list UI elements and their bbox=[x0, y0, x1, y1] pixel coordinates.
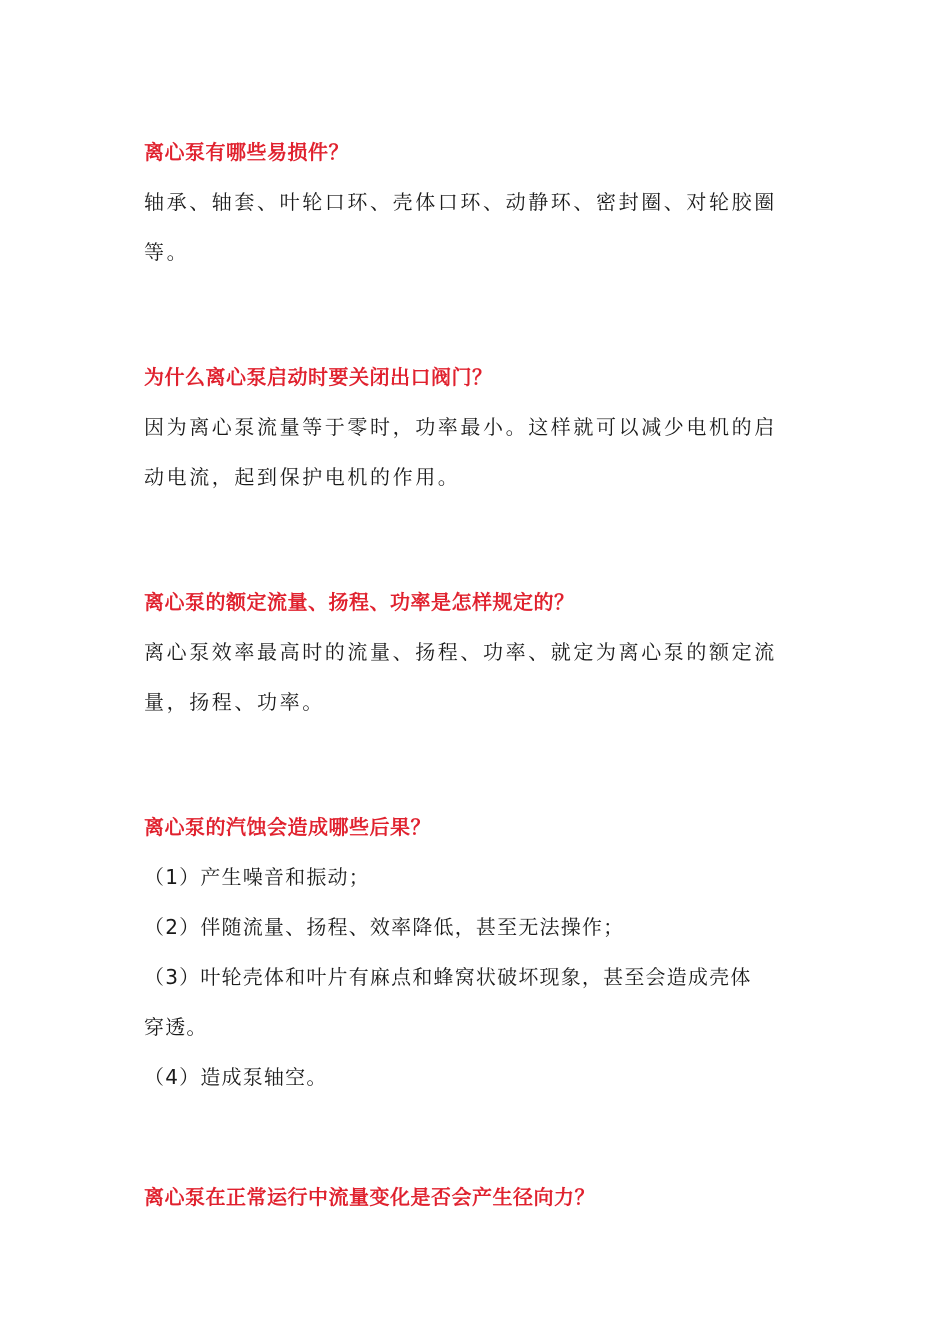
answer-line: 动电流，起到保护电机的作用。 bbox=[144, 465, 461, 489]
answer-list-item: （2）伴随流量、扬程、效率降低，甚至无法操作； bbox=[144, 915, 625, 939]
answer-list-item: （3）叶轮壳体和叶片有麻点和蜂窝状破坏现象，甚至会造成壳体 bbox=[144, 965, 752, 989]
answer-list-item: （4）造成泵轴空。 bbox=[144, 1065, 328, 1089]
answer-line: 因为离心泵流量等于零时，功率最小。这样就可以减少电机的启 bbox=[144, 415, 777, 439]
qa-section-close-outlet-valve bbox=[144, 362, 809, 502]
answer-line: 量，扬程、功率。 bbox=[144, 690, 325, 714]
question-heading: 离心泵的汽蚀会造成哪些后果？ bbox=[144, 815, 431, 839]
answer-line: 离心泵效率最高时的流量、扬程、功率、就定为离心泵的额定流 bbox=[144, 640, 777, 664]
answer-list-item: （1）产生噪音和振动； bbox=[144, 865, 370, 889]
question-heading: 离心泵在正常运行中流量变化是否会产生径向力？ bbox=[144, 1185, 595, 1209]
question-heading: 为什么离心泵启动时要关闭出口阀门？ bbox=[144, 365, 493, 389]
answer-list-item-continued: 穿透。 bbox=[144, 1015, 208, 1039]
question-heading: 离心泵有哪些易损件？ bbox=[144, 140, 349, 164]
question-heading: 离心泵的额定流量、扬程、功率是怎样规定的？ bbox=[144, 590, 575, 614]
qa-section-rated-values bbox=[144, 587, 809, 727]
qa-section-radial-force bbox=[144, 1182, 809, 1212]
answer-line: 轴承、轴套、叶轮口环、壳体口环、动静环、密封圈、对轮胶圈 bbox=[144, 190, 777, 214]
qa-section-spare-parts bbox=[144, 137, 809, 277]
answer-line: 等。 bbox=[144, 240, 190, 264]
qa-section-cavitation bbox=[144, 812, 809, 1102]
